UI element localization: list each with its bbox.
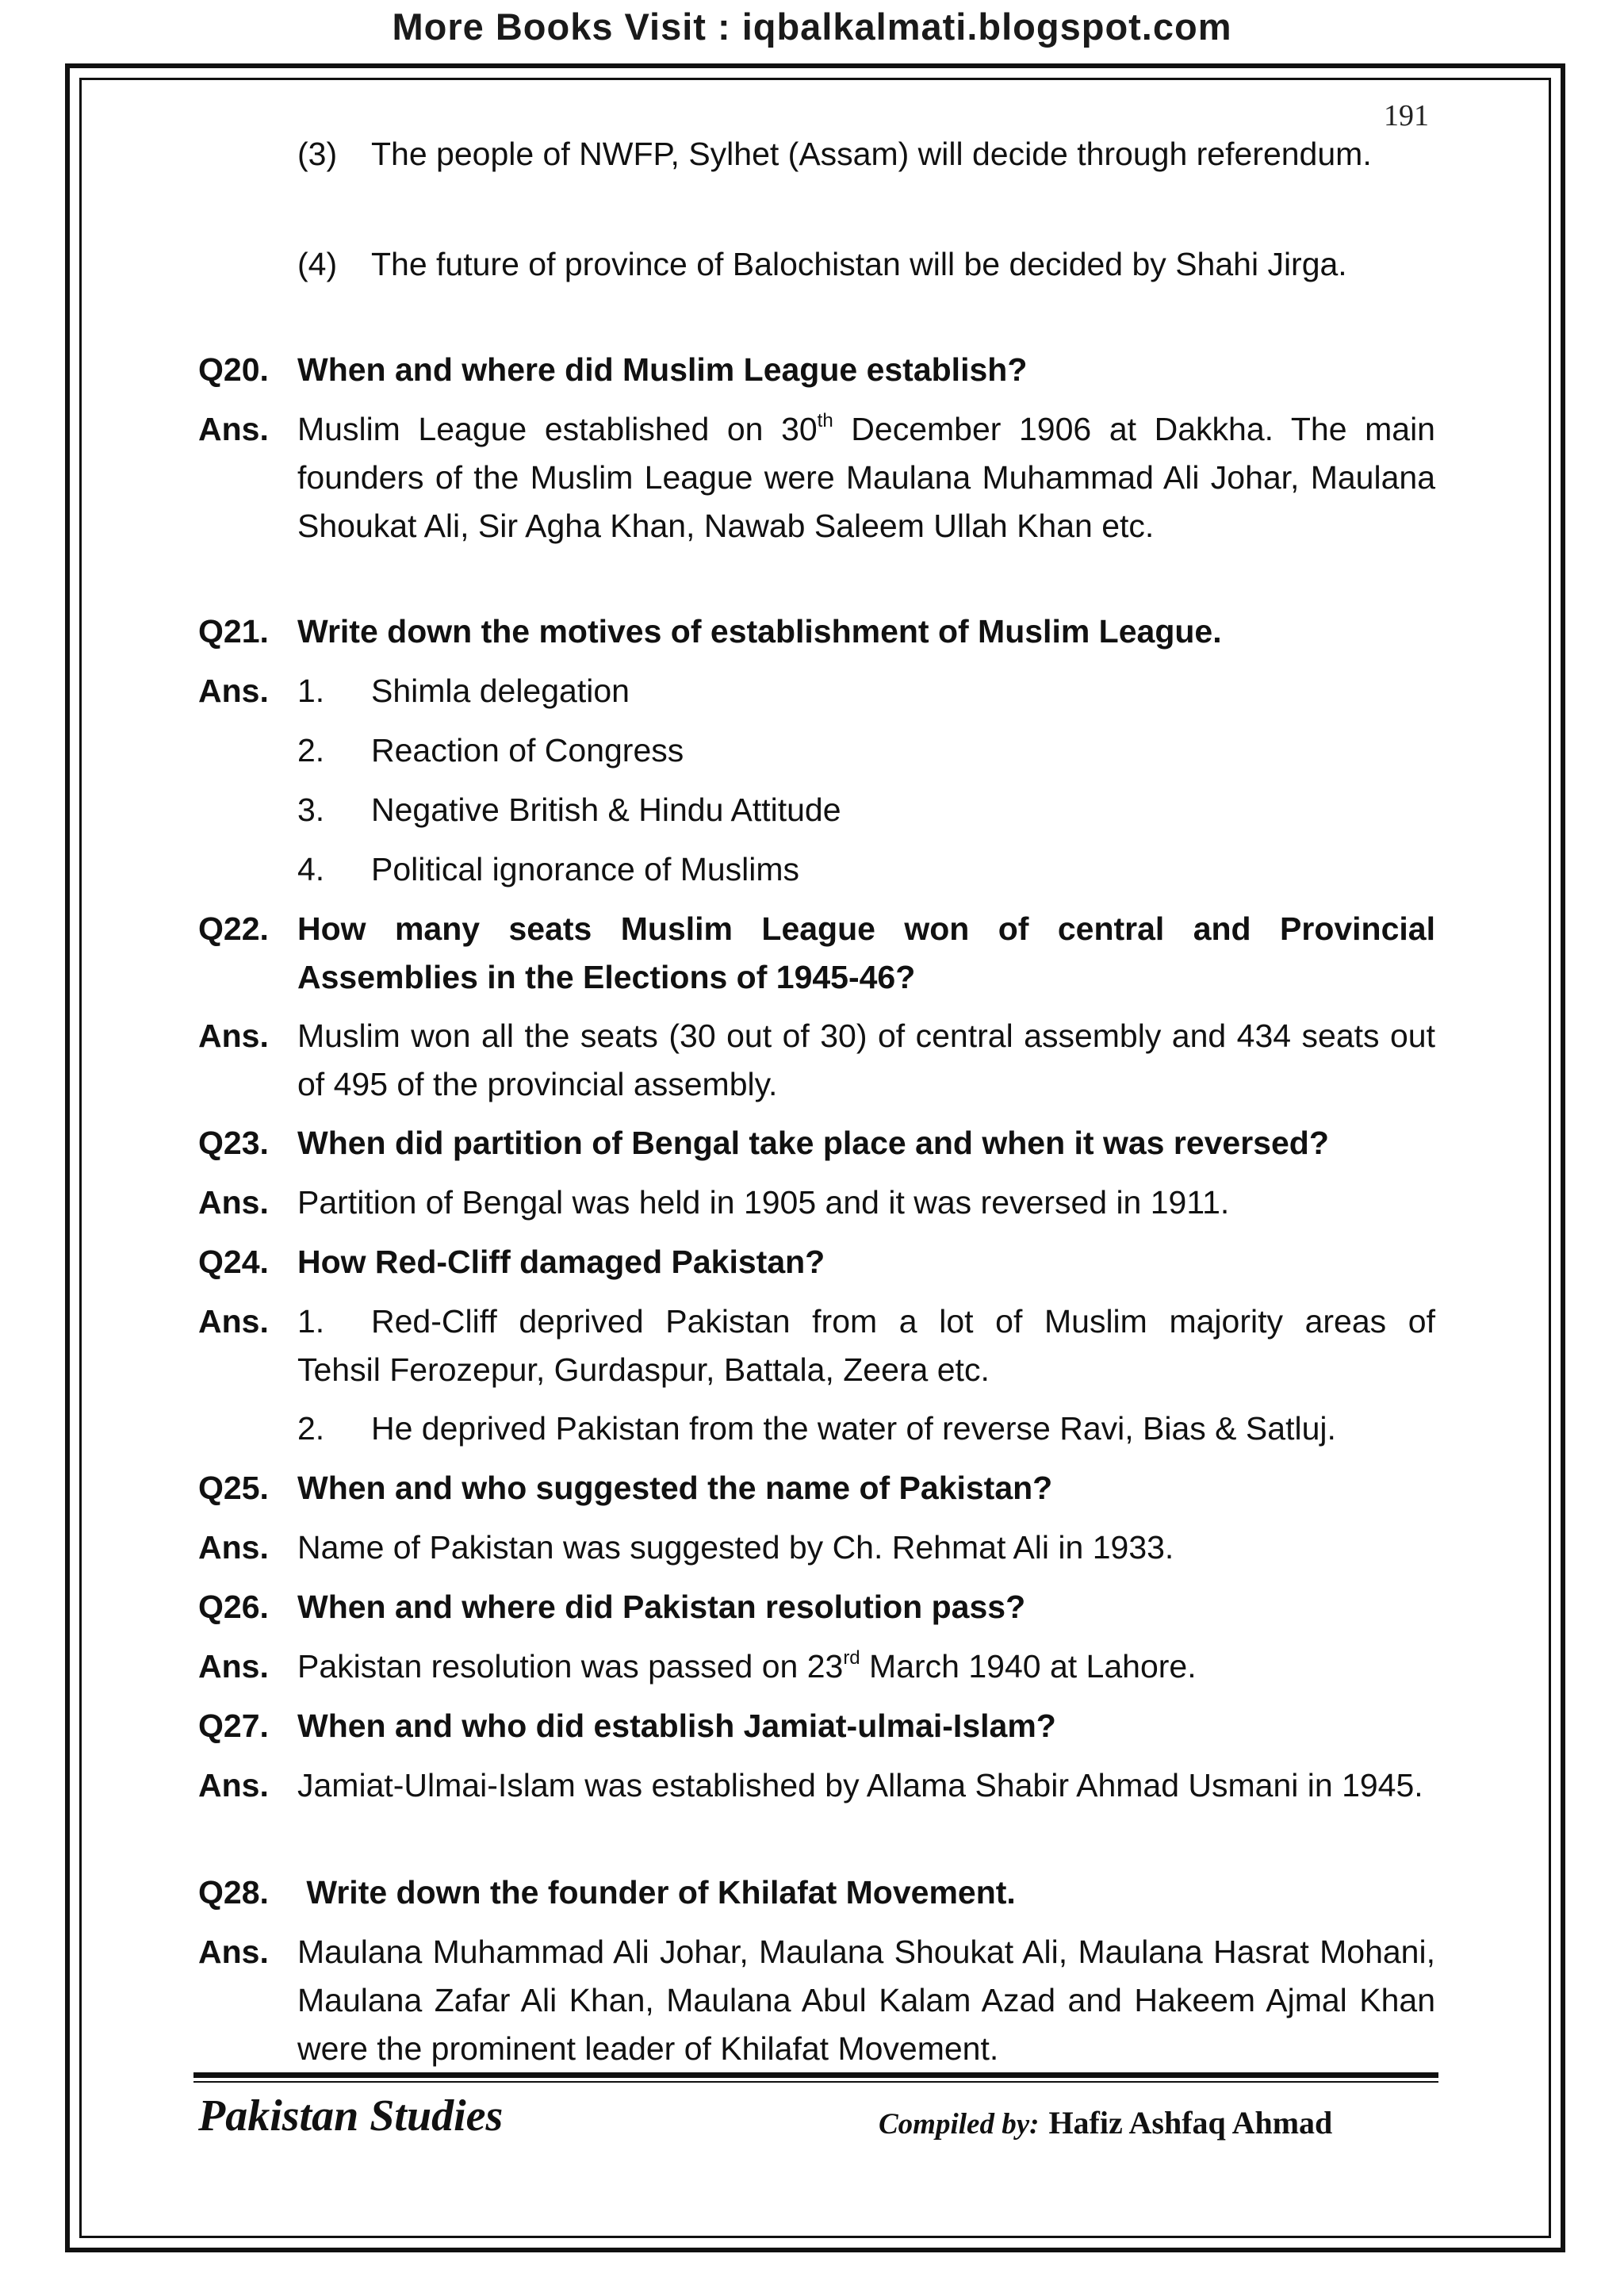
list-item-text: Shimla delegation bbox=[371, 673, 630, 709]
answer-text bbox=[297, 1642, 1435, 1691]
question-label: Q27. bbox=[198, 1708, 269, 1744]
answer-text bbox=[297, 405, 1435, 550]
question-label: Q23. bbox=[198, 1125, 269, 1161]
question-label: Q25. bbox=[198, 1470, 269, 1506]
question-q27 bbox=[198, 1702, 1435, 1750]
question-text: When and where did Muslim League establish? bbox=[297, 351, 1028, 388]
answer-q24-item bbox=[198, 1405, 1435, 1453]
question-label: Q26. bbox=[198, 1589, 269, 1625]
question-label: Q22. bbox=[198, 910, 269, 947]
answer-q22 bbox=[198, 1012, 1435, 1109]
question-text: How many seats Muslim League won of central and Provincial Assemblies in the Elections of 1945-46? bbox=[297, 910, 1435, 995]
list-item-text: Reaction of Congress bbox=[371, 732, 684, 769]
answer-q20 bbox=[198, 405, 1435, 550]
question-text: Write down the founder of Khilafat Movement. bbox=[297, 1874, 1016, 1911]
list-item-text: Political ignorance of Muslims bbox=[371, 851, 800, 887]
question-q22 bbox=[198, 905, 1435, 1002]
question-text: When did partition of Bengal take place and when it was reversed? bbox=[297, 1125, 1329, 1161]
list-item-text: Red-Cliff deprived Pakistan from a lot of Muslim majority areas of bbox=[371, 1303, 1435, 1340]
list-item-number: 4. bbox=[297, 851, 325, 887]
answer-q21-item bbox=[198, 845, 1435, 894]
footer-rule-thin bbox=[193, 2081, 1438, 2083]
question-q20 bbox=[198, 346, 1435, 394]
list-item-text-continued: Tehsil Ferozepur, Gurdaspur, Battala, Zeera etc. bbox=[297, 1351, 990, 1388]
list-item-number: (4) bbox=[297, 246, 338, 282]
list-item bbox=[198, 130, 1435, 178]
list-item-number: 1. bbox=[297, 673, 325, 709]
question-text: When and who did establish Jamiat-ulmai-Islam? bbox=[297, 1708, 1056, 1744]
answer-text: Maulana Muhammad Ali Johar, Maulana Shoukat Ali, Maulana Hasrat Mohani, Maulana Zafar Ali Khan, Maulana Abul Kalam Azad and Hakeem Ajmal Khan were the prominent leader of Khilafat Movement. bbox=[297, 1934, 1435, 2067]
author-name: Hafiz Ashfaq Ahmad bbox=[1048, 2105, 1333, 2141]
list-item-number: 2. bbox=[297, 1410, 325, 1447]
question-text: Write down the motives of establishment of Muslim League. bbox=[297, 613, 1222, 650]
question-text: When and who suggested the name of Pakistan? bbox=[297, 1470, 1053, 1506]
compiled-by-label: Compiled by: bbox=[879, 2108, 1040, 2141]
answer-q21-item bbox=[198, 786, 1435, 834]
list-item-text: The future of province of Balochistan will be decided by Shahi Jirga. bbox=[371, 246, 1347, 282]
list-item-number: 1. bbox=[297, 1303, 325, 1340]
answer-label: Ans. bbox=[198, 1018, 269, 1054]
answer-q26 bbox=[198, 1642, 1435, 1691]
list-item-number: (3) bbox=[297, 136, 338, 172]
list-item-text: He deprived Pakistan from the water of reverse Ravi, Bias & Satluj. bbox=[371, 1410, 1336, 1447]
site-banner: More Books Visit : iqbalkalmati.blogspot.com bbox=[392, 6, 1232, 48]
question-q23 bbox=[198, 1119, 1435, 1167]
page-number: 191 bbox=[1384, 99, 1429, 132]
footer-book-title: Pakistan Studies bbox=[198, 2091, 504, 2141]
list-item-number: 2. bbox=[297, 732, 325, 769]
question-text: How Red-Cliff damaged Pakistan? bbox=[297, 1244, 825, 1280]
answer-text: Muslim won all the seats (30 out of 30) of central assembly and 434 seats out of 495 of the provincial assembly. bbox=[297, 1018, 1435, 1102]
question-label: Q24. bbox=[198, 1244, 269, 1280]
answer-label: Ans. bbox=[198, 1767, 269, 1803]
answer-text-part: March 1940 at Lahore. bbox=[860, 1648, 1197, 1685]
ordinal-suffix: rd bbox=[843, 1647, 860, 1669]
question-label: Q28. bbox=[198, 1874, 269, 1911]
list-item bbox=[198, 240, 1435, 289]
question-q21 bbox=[198, 608, 1435, 656]
answer-q28 bbox=[198, 1928, 1435, 2073]
answer-label: Ans. bbox=[198, 1529, 269, 1566]
answer-label: Ans. bbox=[198, 1934, 269, 1970]
answer-label: Ans. bbox=[198, 1184, 269, 1221]
footer-credit bbox=[879, 2104, 1332, 2141]
answer-q23 bbox=[198, 1179, 1435, 1227]
answer-label: Ans. bbox=[198, 1303, 269, 1340]
answer-label: Ans. bbox=[198, 411, 269, 447]
answer-text-part: Muslim League established on 30 bbox=[297, 411, 818, 447]
answer-label: Ans. bbox=[198, 673, 269, 709]
ordinal-suffix: th bbox=[817, 410, 833, 431]
answer-text-part: December 1906 at Dakkha. The main founders of the Muslim League were Maulana Muhammad Ali Johar, Maulana Shoukat Ali, Sir Agha Khan, Nawab Saleem Ullah Khan etc. bbox=[297, 411, 1435, 544]
list-item-text: The people of NWFP, Sylhet (Assam) will decide through referendum. bbox=[371, 136, 1372, 172]
list-item-text: Negative British & Hindu Attitude bbox=[371, 792, 841, 828]
question-label: Q20. bbox=[198, 351, 269, 388]
answer-text-part: Pakistan resolution was passed on 23 bbox=[297, 1648, 844, 1685]
question-q28 bbox=[198, 1869, 1435, 1917]
question-q26 bbox=[198, 1583, 1435, 1631]
answer-q25 bbox=[198, 1524, 1435, 1572]
footer-rule-thick bbox=[193, 2072, 1438, 2078]
question-q25 bbox=[198, 1464, 1435, 1512]
answer-q24-item bbox=[198, 1297, 1435, 1394]
answer-q27 bbox=[198, 1761, 1435, 1810]
question-label: Q21. bbox=[198, 613, 269, 650]
question-q24 bbox=[198, 1238, 1435, 1286]
answer-text: Name of Pakistan was suggested by Ch. Rehmat Ali in 1933. bbox=[297, 1529, 1174, 1566]
question-text: When and where did Pakistan resolution pass? bbox=[297, 1589, 1026, 1625]
answer-text: Partition of Bengal was held in 1905 and it was reversed in 1911. bbox=[297, 1184, 1230, 1221]
list-item-number: 3. bbox=[297, 792, 325, 828]
answer-label: Ans. bbox=[198, 1648, 269, 1685]
answer-q21-item bbox=[198, 667, 1435, 715]
answer-q21-item bbox=[198, 726, 1435, 775]
answer-text: Jamiat-Ulmai-Islam was established by Allama Shabir Ahmad Usmani in 1945. bbox=[297, 1767, 1423, 1803]
